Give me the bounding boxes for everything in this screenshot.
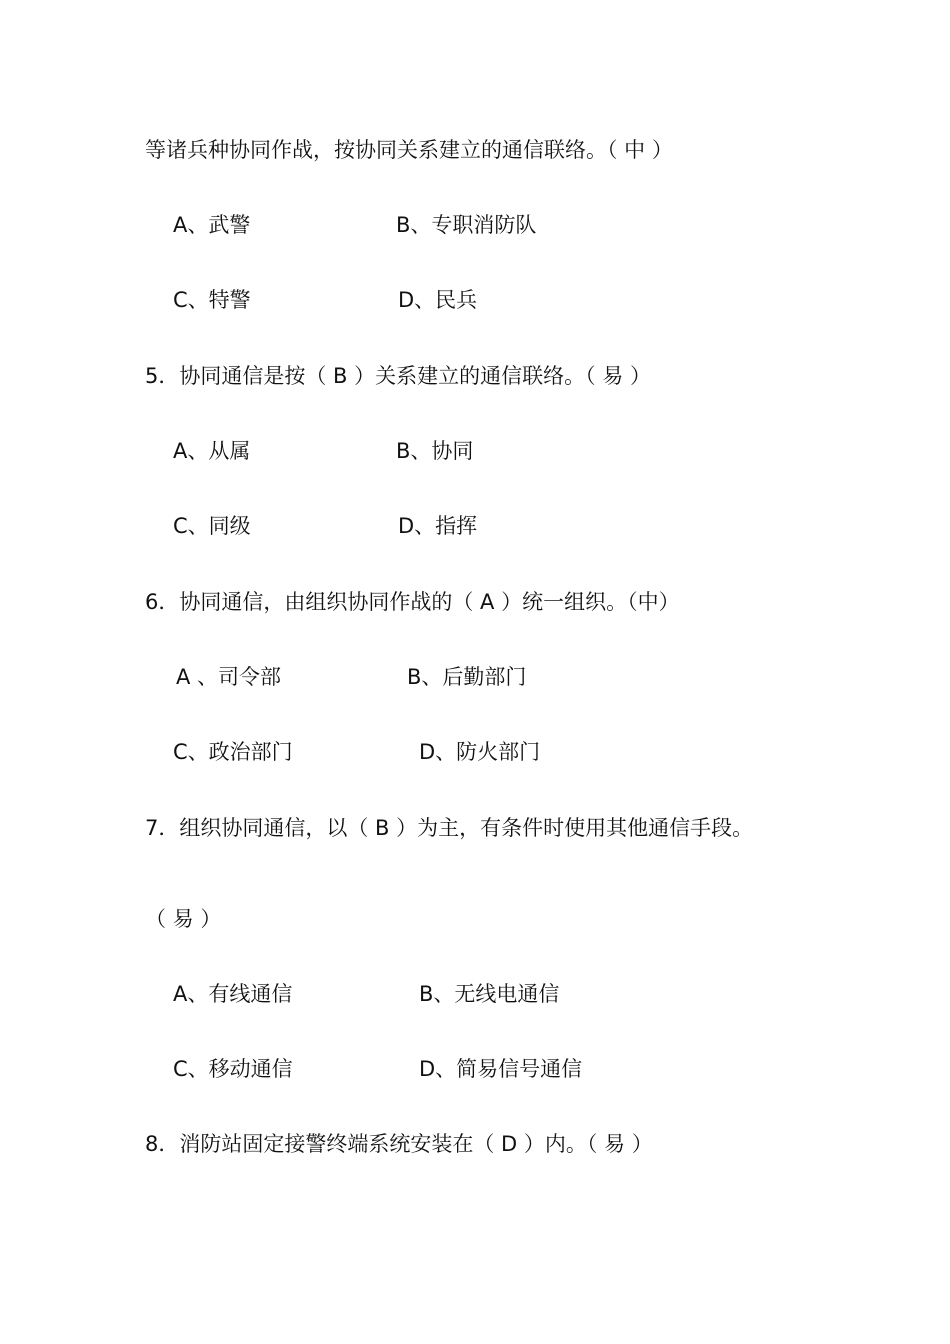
question-7-option-d: D、简易信号通信: [419, 1057, 583, 1081]
question-7-option-b: B、无线电通信: [419, 982, 560, 1006]
question-5-option-d: D、指挥: [398, 514, 478, 538]
question-5-option-a: A、从属: [173, 439, 251, 463]
question-4-option-d: D、民兵: [398, 288, 478, 312]
question-4-option-c: C、特警: [173, 288, 251, 312]
question-4-option-a: A、武警: [173, 213, 251, 237]
question-7-difficulty: （ 易 ）: [145, 907, 222, 931]
question-5-stem: 5．协同通信是按（ B ）关系建立的通信联络。（ 易 ）: [145, 364, 651, 388]
question-7-stem: 7．组织协同通信，以（ B ）为主，有条件时使用其他通信手段。: [145, 816, 754, 840]
question-6-option-b: B、后勤部门: [407, 665, 527, 689]
question-6-option-c: C、政治部门: [173, 740, 293, 764]
question-7-option-c: C、移动通信: [173, 1057, 293, 1081]
question-6-option-d: D、防火部门: [419, 740, 541, 764]
question-8-stem: 8．消防站固定接警终端系统安装在（ D ）内。（ 易 ）: [145, 1132, 653, 1156]
question-7-option-a: A、有线通信: [173, 982, 293, 1006]
question-4-stem-tail: 等诸兵种协同作战，按协同关系建立的通信联络。（ 中 ）: [145, 138, 673, 162]
question-5-option-c: C、同级: [173, 514, 251, 538]
question-4-option-b: B、专职消防队: [396, 213, 537, 237]
question-6-stem: 6．协同通信，由组织协同作战的（ A ）统一组织。（中）: [145, 590, 680, 614]
question-6-option-a: A 、司令部: [176, 665, 282, 689]
question-5-option-b: B、协同: [396, 439, 474, 463]
